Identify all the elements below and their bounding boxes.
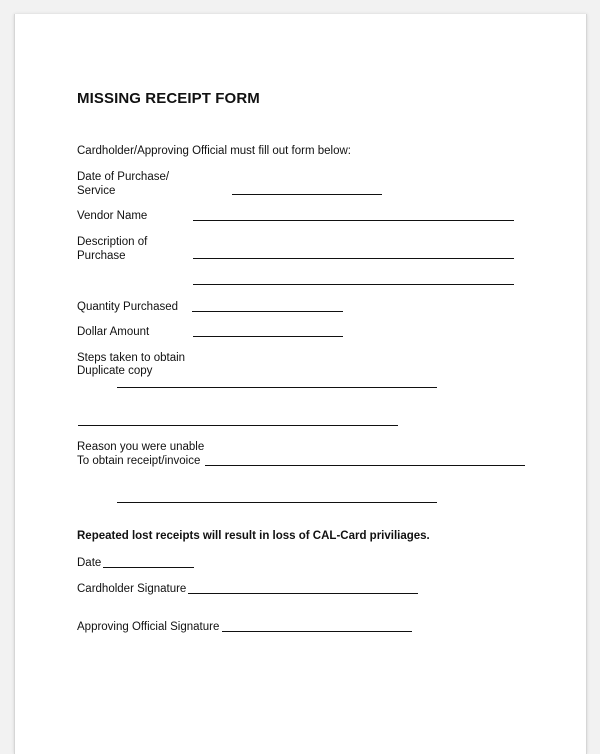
approving-signature-field[interactable] [222, 631, 412, 632]
dollar-amount-label: Dollar Amount [77, 326, 150, 338]
date-field[interactable] [103, 567, 194, 568]
reason-label-2: To obtain receipt/invoice [77, 455, 201, 467]
reason-field-line-1[interactable] [205, 465, 525, 466]
form-title: MISSING RECEIPT FORM [77, 90, 260, 107]
steps-field-line-2[interactable] [78, 425, 398, 426]
description-field-line-2[interactable] [193, 284, 514, 285]
quantity-field[interactable] [192, 311, 343, 312]
cardholder-signature-field[interactable] [188, 593, 418, 594]
date-of-purchase-label: Date of Purchase/ [77, 171, 170, 183]
dollar-amount-field[interactable] [193, 336, 343, 337]
date-label: Date [77, 557, 102, 569]
reason-field-line-2[interactable] [117, 502, 437, 503]
quantity-label: Quantity Purchased [77, 301, 179, 313]
cardholder-signature-label: Cardholder Signature [77, 583, 187, 595]
vendor-name-field[interactable] [193, 220, 514, 221]
approving-signature-label: Approving Official Signature [77, 621, 220, 633]
description-label-2: Purchase [77, 250, 126, 262]
instruction-text: Cardholder/Approving Official must fill out form below: [77, 145, 351, 157]
document-page [14, 14, 587, 754]
vendor-name-label: Vendor Name [77, 210, 148, 222]
steps-label: Steps taken to obtain [77, 352, 186, 364]
description-label: Description of [77, 236, 148, 248]
warning-text: Repeated lost receipts will result in loss of CAL-Card priviliages. [77, 530, 430, 542]
steps-field-line-1[interactable] [117, 387, 437, 388]
date-of-purchase-label-2: Service [77, 185, 116, 197]
description-field-line-1[interactable] [193, 258, 514, 259]
date-of-purchase-field[interactable] [232, 194, 382, 195]
steps-label-2: Duplicate copy [77, 365, 153, 377]
reason-label: Reason you were unable [77, 441, 205, 453]
